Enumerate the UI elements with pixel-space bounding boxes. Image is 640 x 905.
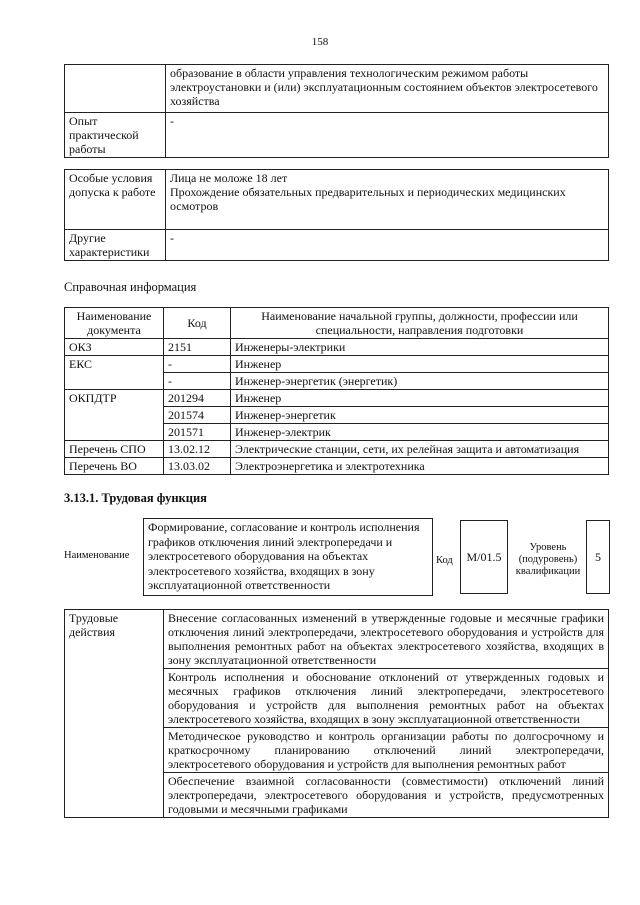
actions-label: Трудовые действия <box>65 610 164 818</box>
cell-code: 2151 <box>164 339 231 356</box>
cell-doc: ОКПДТР <box>65 390 164 441</box>
admission-line: Прохождение обязательных предварительных и периодических медицинских осмотров <box>170 185 566 213</box>
cell-name: Инженер-энергетик <box>231 407 609 424</box>
cell-name: Электроэнергетика и электротехника <box>231 458 609 475</box>
page-number: 158 <box>311 36 329 48</box>
header-name: Наименование начальной группы, должности, профессии или специальности, направления подготовки <box>231 308 609 339</box>
function-name-label: Наименование <box>64 550 130 561</box>
action-item: Контроль исполнения и обоснование отклонений от утвержденных годовых и месячных графиков отключения линий электропередачи, электросетевого оборудования и устройств для выполнения ремонтных работ на объектах электросетевого хозяйства, входящих в зону эксплуатационной ответственности <box>164 669 609 728</box>
table-row <box>65 230 609 261</box>
function-name-value: Формирование, согласование и контроль исполнения графиков отключения линий электропередачи и электросетевого оборудования на объектах электросетевого хозяйства, входящих в зону эксплуатационной ответственности <box>148 520 420 593</box>
admission-table <box>64 169 609 261</box>
header-doc: Наименование документа <box>65 308 164 339</box>
cell-name: Инженер <box>231 356 609 373</box>
row-label <box>65 65 166 113</box>
function-level-label: Уровень (подуровень) квалификации <box>515 542 581 577</box>
table-row <box>65 170 609 230</box>
table-row <box>65 113 609 158</box>
labor-actions-table <box>64 609 609 818</box>
cell-name: Электрические станции, сети, их релейная защита и автоматизация <box>231 441 609 458</box>
cell-code: - <box>164 373 231 390</box>
table-row <box>65 356 609 373</box>
reference-table <box>64 307 609 475</box>
education-table <box>64 64 609 158</box>
function-level-value: 5 <box>595 549 601 564</box>
table-row <box>65 610 609 669</box>
table-row <box>65 458 609 475</box>
action-item: Методическое руководство и контроль организации работы по долгосрочному и краткосрочному планированию отключений линий электропередачи, электросетевого оборудования и устройств для выполнения ремонтных работ <box>164 728 609 773</box>
admission-value <box>166 170 609 230</box>
function-heading: 3.13.1. Трудовая функция <box>64 491 207 505</box>
cell-code: 201294 <box>164 390 231 407</box>
function-level-box <box>586 520 610 594</box>
cell-code: 201574 <box>164 407 231 424</box>
cell-name: Инженеры-электрики <box>231 339 609 356</box>
header-code: Код <box>164 308 231 339</box>
cell-name: Инженер-энергетик (энергетик) <box>231 373 609 390</box>
cell-code: 201571 <box>164 424 231 441</box>
function-code-label: Код <box>436 555 453 566</box>
table-row <box>65 339 609 356</box>
experience-value: - <box>166 113 609 158</box>
table-row <box>65 441 609 458</box>
cell-code: - <box>164 356 231 373</box>
other-label: Другие характеристики <box>65 230 166 261</box>
experience-label: Опыт практической работы <box>65 113 166 158</box>
cell-name: Инженер-электрик <box>231 424 609 441</box>
table-row <box>65 390 609 407</box>
row-value: образование в области управления технологическим режимом работы электроустановки и (или) эксплуатационным состоянием объектов электросетевого хозяйства <box>166 65 609 113</box>
cell-doc: Перечень СПО <box>65 441 164 458</box>
cell-code: 13.03.02 <box>164 458 231 475</box>
function-code-box <box>460 520 508 594</box>
function-code-value: M/01.5 <box>466 549 502 564</box>
table-header-row <box>65 308 609 339</box>
function-name-box <box>143 518 433 596</box>
table-row <box>65 65 609 113</box>
cell-doc: Перечень ВО <box>65 458 164 475</box>
cell-doc: ЕКС <box>65 356 164 390</box>
cell-name: Инженер <box>231 390 609 407</box>
action-item: Внесение согласованных изменений в утвержденные годовые и месячные графики отключения линий электропередачи, электросетевого оборудования и устройств для выполнения ремонтных работ на объектах электросетевого хозяйства, входящих в зону эксплуатационной ответственности <box>164 610 609 669</box>
reference-title: Справочная информация <box>64 280 197 294</box>
action-item: Обеспечение взаимной согласованности (совместимости) отключений линий электропередачи, электросетевого оборудования и устройств, предусмотренных годовыми и месячными графиками <box>164 773 609 818</box>
other-value: - <box>166 230 609 261</box>
cell-doc: ОКЗ <box>65 339 164 356</box>
admission-label: Особые условия допуска к работе <box>65 170 166 230</box>
cell-code: 13.02.12 <box>164 441 231 458</box>
admission-line: Лица не моложе 18 лет <box>170 171 288 185</box>
